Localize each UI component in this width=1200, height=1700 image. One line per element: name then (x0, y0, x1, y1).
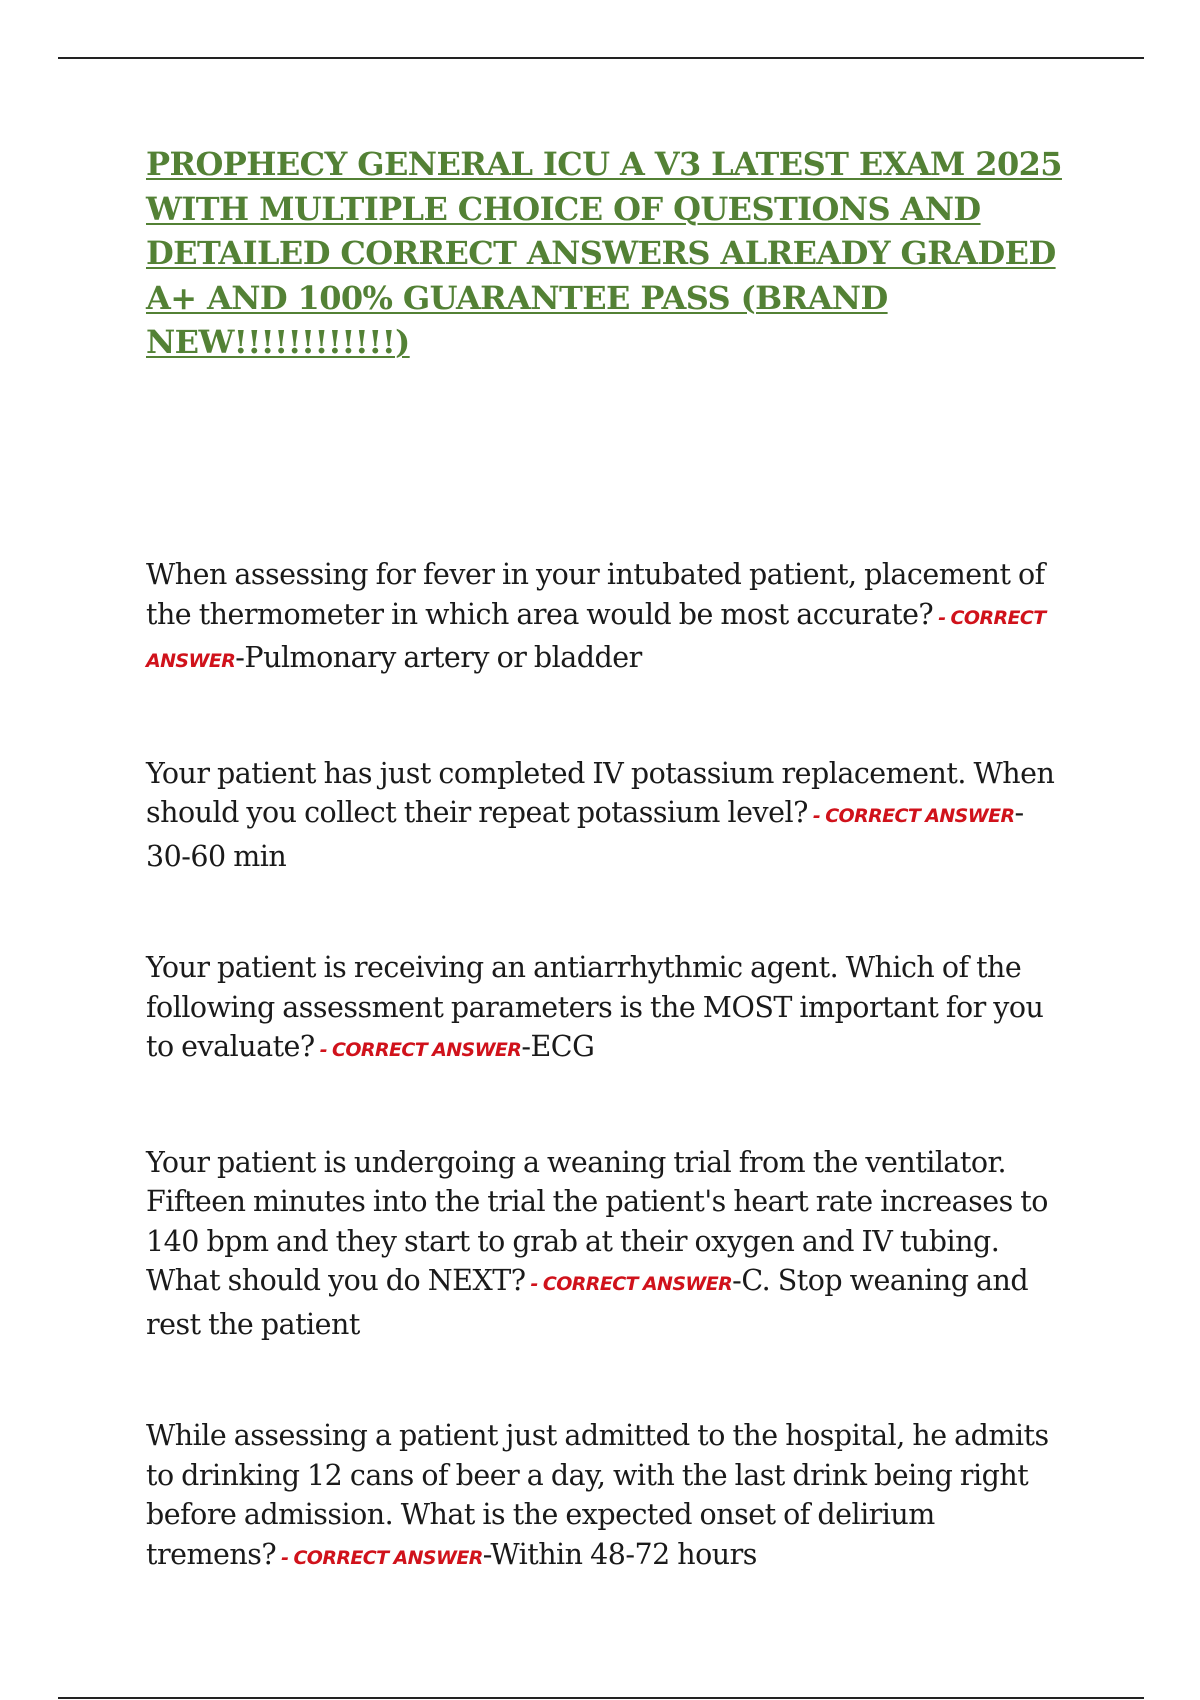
top-rule (58, 57, 1144, 59)
answer-separator: - (276, 1546, 294, 1569)
question-text: Your patient has just completed IV potassium replacement. When should you collect their repeat potassium level? (146, 756, 1055, 829)
marker-suffix: - (1014, 796, 1024, 829)
marker-suffix: - (521, 1030, 531, 1063)
correct-answer-marker: CORRECT ANSWER (146, 606, 1046, 672)
answer-separator: - (314, 1039, 333, 1061)
answer-text: Within 48-72 hours (490, 1537, 757, 1571)
qa-item-1 (146, 555, 1066, 682)
marker-suffix: - (235, 641, 245, 674)
answer-text: 30-60 min (146, 839, 287, 873)
qa-item-5 (146, 1416, 1066, 1578)
qa-item-4 (146, 1143, 1066, 1345)
question-text: When assessing for fever in your intubated patient, placement of the thermometer in which area would be most accurate? (146, 558, 1045, 631)
answer-text: Pulmonary artery or bladder (244, 641, 642, 674)
qa-list (146, 555, 1066, 1578)
correct-answer-marker: CORRECT ANSWER (293, 1546, 483, 1569)
qa-item-3 (146, 948, 1066, 1071)
qa-item-2 (146, 754, 1066, 877)
marker-suffix: - (732, 1264, 742, 1297)
bottom-rule (58, 1697, 1144, 1699)
question-text: While assessing a patient just admitted to the hospital, he admits to drinking 12 cans of beer a day, with the last drink being right before admission. What is the expected onset of delirium tremens? (146, 1419, 1049, 1571)
answer-separator: - (933, 606, 951, 629)
question-text: Your patient is receiving an antiarrhythmic agent. Which of the following assessment parameters is the MOST important for you to evaluate? (146, 951, 1044, 1063)
answer-separator: - (807, 805, 826, 827)
document-title: PROPHECY GENERAL ICU A V3 LATEST EXAM 2025 WITH MULTIPLE CHOICE OF QUESTIONS AND DETAILED CORRECT ANSWERS ALREADY GRADED A+ AND 100% GUARANTEE PASS (BRAND NEW!!!!!!!!!!!!) (146, 145, 1062, 361)
correct-answer-marker: CORRECT ANSWER (332, 1039, 522, 1061)
marker-suffix: - (482, 1537, 491, 1571)
correct-answer-marker: CORRECT ANSWER (825, 805, 1015, 827)
answer-text: ECG (530, 1030, 595, 1063)
correct-answer-marker: CORRECT ANSWER (542, 1273, 733, 1295)
answer-separator: - (525, 1273, 543, 1295)
answer-text: C. Stop weaning and rest the patient (146, 1264, 1029, 1341)
question-text: Your patient is undergoing a weaning trial from the ventilator. Fifteen minutes into the trial the patient's heart rate increases to 140 bpm and they start to grab at their oxygen and IV tubing. What should you do NEXT? (146, 1145, 1048, 1297)
